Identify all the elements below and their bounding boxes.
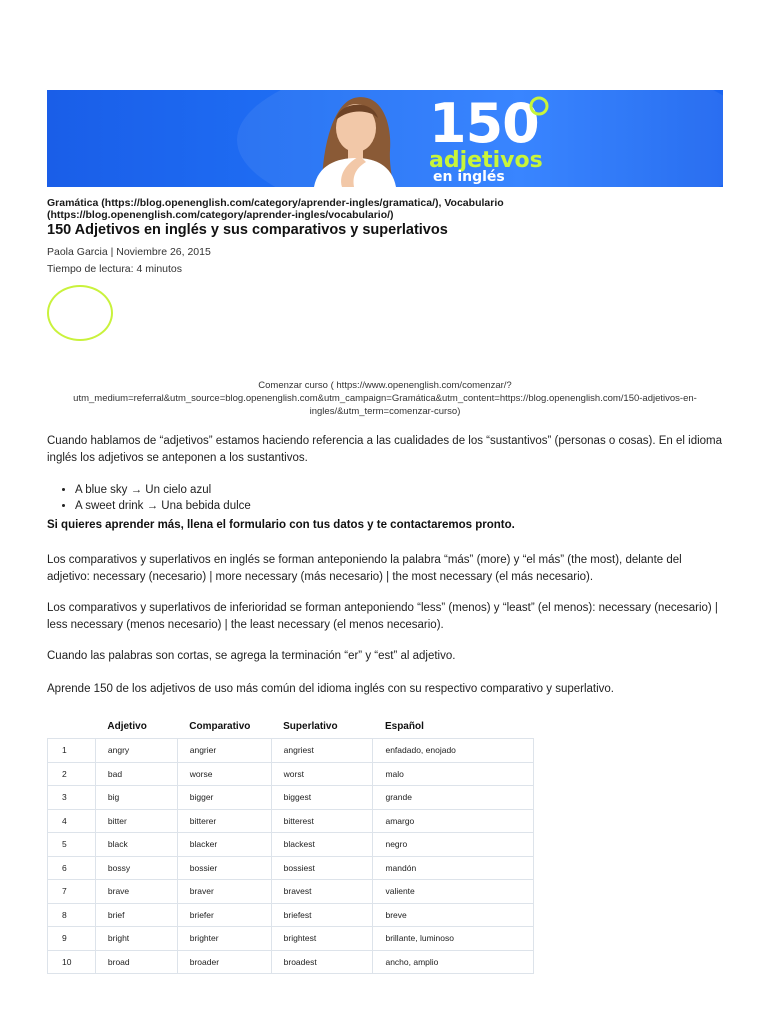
table-row	[48, 762, 534, 786]
table-row	[48, 809, 534, 833]
cell-adjective: bossy	[95, 856, 177, 880]
cell-number: 10	[48, 950, 96, 974]
cell-adjective: bitter	[95, 809, 177, 833]
cell-superlative: blackest	[271, 833, 373, 857]
cell-superlative: worst	[271, 762, 373, 786]
category-links[interactable]: Gramática (https://blog.openenglish.com/category/aprender-ingles/gramatica/), Vocabulario (https://blog.openenglish.com/category/aprender-ingles/vocabulario/)	[47, 197, 504, 221]
cell-spanish: mandón	[373, 856, 534, 880]
table-row	[48, 739, 534, 763]
header-superlativo: Superlativo	[283, 720, 338, 732]
cell-number: 9	[48, 927, 96, 951]
hero-banner	[47, 90, 723, 187]
cell-spanish: grande	[373, 786, 534, 810]
header-index	[48, 714, 96, 739]
cell-spanish: brillante, luminoso	[373, 927, 534, 951]
cell-spanish: negro	[373, 833, 534, 857]
cell-superlative: broadest	[271, 950, 373, 974]
cell-comparative: braver	[177, 880, 271, 904]
green-circle-decoration	[47, 285, 113, 341]
cell-superlative: angriest	[271, 739, 373, 763]
cell-number: 4	[48, 809, 96, 833]
intro-paragraph: Cuando hablamos de “adjetivos” estamos haciendo referencia a las cualidades de los “sustantivos” (personas o cosas). En el idioma inglés los adjetivos se anteponen a los sustantivos.	[47, 435, 723, 464]
cell-adjective: brave	[95, 880, 177, 904]
cell-comparative: bitterer	[177, 809, 271, 833]
form-prompt: Si quieres aprender más, llena el formulario con tus datos y te contactaremos pronto.	[47, 519, 515, 531]
cell-superlative: biggest	[271, 786, 373, 810]
banner-word-adjetivos: adjetivos	[429, 148, 543, 173]
superiority-paragraph: Los comparativos y superlativos en inglés se forman anteponiendo la palabra “más” (more) y “el más” (the most), delante del adjetivo: necessary (necesario) | more necessary (más necesario) | the most necessary (el más necesario).	[47, 554, 682, 583]
list-item: • A sweet drink → Una bebida dulce	[75, 498, 251, 514]
cell-spanish: valiente	[373, 880, 534, 904]
cell-comparative: broader	[177, 950, 271, 974]
cell-superlative: briefest	[271, 903, 373, 927]
article-byline: Paola Garcia | Noviembre 26, 2015	[47, 246, 211, 258]
adjectives-table	[47, 714, 534, 974]
cell-comparative: blacker	[177, 833, 271, 857]
cell-comparative: brighter	[177, 927, 271, 951]
start-course-link[interactable]: Comenzar curso ( https://www.openenglish.com/comenzar/?utm_medium=referral&utm_source=blog.openenglish.com&utm_campaign=Gramática&utm_content=https://blog.openenglish.com/150-adjetivos-en-ingles/&utm_term=comenzar-curso)	[73, 380, 697, 417]
cell-comparative: angrier	[177, 739, 271, 763]
cell-spanish: ancho, amplio	[373, 950, 534, 974]
cell-adjective: bright	[95, 927, 177, 951]
cell-comparative: worse	[177, 762, 271, 786]
cell-superlative: bossiest	[271, 856, 373, 880]
cell-spanish: enfadado, enojado	[373, 739, 534, 763]
cell-adjective: broad	[95, 950, 177, 974]
cell-number: 2	[48, 762, 96, 786]
cell-superlative: brightest	[271, 927, 373, 951]
banner-word-en-ingles: en inglés	[433, 169, 505, 185]
article-title: 150 Adjetivos en inglés y sus comparativos y superlativos	[47, 222, 448, 238]
table-header-row	[48, 714, 534, 739]
short-words-paragraph: Cuando las palabras son cortas, se agrega la terminación “er” y “est” al adjetivo.	[47, 650, 456, 662]
cell-spanish: amargo	[373, 809, 534, 833]
cell-superlative: bitterest	[271, 809, 373, 833]
cell-adjective: black	[95, 833, 177, 857]
cell-adjective: big	[95, 786, 177, 810]
ring-decoration	[527, 94, 551, 118]
reading-time: Tiempo de lectura: 4 minutos	[47, 263, 183, 275]
cell-comparative: bigger	[177, 786, 271, 810]
cell-number: 5	[48, 833, 96, 857]
woman-illustration	[292, 90, 417, 187]
header-adjetivo: Adjetivo	[107, 720, 147, 732]
example-list	[47, 482, 251, 514]
cell-number: 8	[48, 903, 96, 927]
cell-comparative: bossier	[177, 856, 271, 880]
header-espanol: Español	[384, 720, 424, 732]
cell-superlative: bravest	[271, 880, 373, 904]
table-row	[48, 786, 534, 810]
table-row	[48, 927, 534, 951]
learn-paragraph: Aprende 150 de los adjetivos de uso más común del idioma inglés con su respectivo comparativo y superlativo.	[47, 683, 615, 695]
cell-spanish: breve	[373, 903, 534, 927]
cell-number: 6	[48, 856, 96, 880]
cell-adjective: bad	[95, 762, 177, 786]
cell-spanish: malo	[373, 762, 534, 786]
table-row	[48, 880, 534, 904]
cell-adjective: angry	[95, 739, 177, 763]
table-row	[48, 833, 534, 857]
cell-number: 1	[48, 739, 96, 763]
cell-number: 7	[48, 880, 96, 904]
list-item: • A blue sky → Un cielo azul	[75, 482, 251, 498]
cell-number: 3	[48, 786, 96, 810]
header-comparativo: Comparativo	[189, 720, 251, 732]
banner-number: 150	[429, 92, 539, 155]
inferiority-paragraph: Los comparativos y superlativos de inferioridad se forman anteponiendo “less” (menos) y “least” (el menos): necessary (necesario) | less necessary (menos necesario) | the least necessary (el menos necesario).	[47, 602, 718, 631]
cell-adjective: brief	[95, 903, 177, 927]
table-row	[48, 856, 534, 880]
table-row	[48, 950, 534, 974]
table-row	[48, 903, 534, 927]
cell-comparative: briefer	[177, 903, 271, 927]
